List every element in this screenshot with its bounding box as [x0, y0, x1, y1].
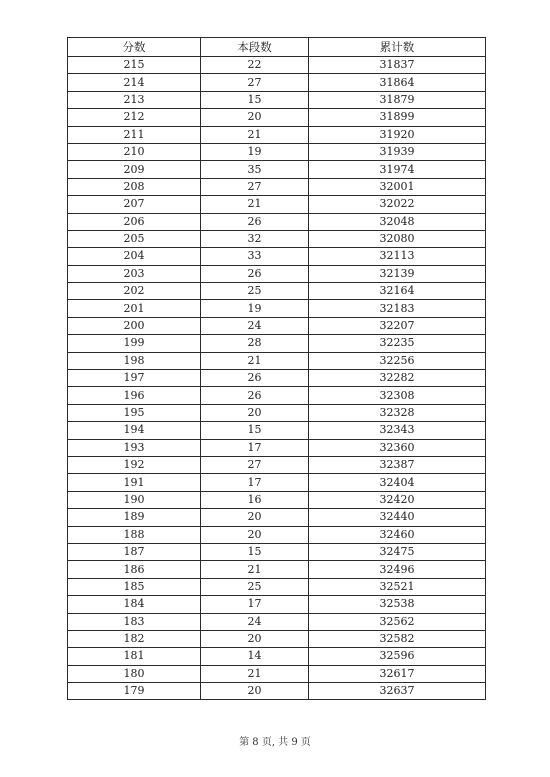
table-row — [68, 352, 486, 369]
segment-count-cell: 20 — [201, 683, 309, 700]
score-cell: 182 — [68, 630, 201, 647]
table-body — [68, 57, 486, 700]
segment-count-cell: 25 — [201, 578, 309, 595]
segment-count-cell: 21 — [201, 196, 309, 213]
segment-count-cell: 27 — [201, 456, 309, 473]
segment-count-cell: 27 — [201, 74, 309, 91]
table-row — [68, 578, 486, 595]
score-cell: 192 — [68, 456, 201, 473]
score-cell: 195 — [68, 404, 201, 421]
cumulative-count-cell: 32164 — [309, 283, 486, 300]
score-cell: 210 — [68, 143, 201, 160]
segment-count-cell: 19 — [201, 143, 309, 160]
table-row — [68, 630, 486, 647]
cumulative-count-cell: 32596 — [309, 648, 486, 665]
cumulative-count-cell: 32308 — [309, 387, 486, 404]
cumulative-count-cell: 32475 — [309, 543, 486, 560]
segment-count-cell: 16 — [201, 491, 309, 508]
segment-count-cell: 21 — [201, 561, 309, 578]
score-cell: 191 — [68, 474, 201, 491]
cumulative-count-cell: 32496 — [309, 561, 486, 578]
cumulative-count-cell: 32420 — [309, 491, 486, 508]
segment-count-cell: 21 — [201, 126, 309, 143]
segment-count-cell: 15 — [201, 543, 309, 560]
score-cell: 189 — [68, 509, 201, 526]
score-cell: 213 — [68, 91, 201, 108]
table-row — [68, 248, 486, 265]
score-cell: 207 — [68, 196, 201, 213]
segment-count-cell: 17 — [201, 596, 309, 613]
cumulative-count-cell: 32048 — [309, 213, 486, 230]
cumulative-count-cell: 32637 — [309, 683, 486, 700]
score-cell: 193 — [68, 439, 201, 456]
cumulative-count-cell: 32022 — [309, 196, 486, 213]
table-row — [68, 648, 486, 665]
cumulative-count-cell: 31939 — [309, 143, 486, 160]
segment-count-cell: 33 — [201, 248, 309, 265]
table-row — [68, 404, 486, 421]
cumulative-count-cell: 32582 — [309, 630, 486, 647]
table-row — [68, 300, 486, 317]
header-score: 分数 — [68, 38, 201, 57]
cumulative-count-cell: 32617 — [309, 665, 486, 682]
cumulative-count-cell: 31899 — [309, 109, 486, 126]
score-cell: 205 — [68, 230, 201, 247]
cumulative-count-cell: 32387 — [309, 456, 486, 473]
score-cell: 201 — [68, 300, 201, 317]
score-cell: 186 — [68, 561, 201, 578]
score-cell: 211 — [68, 126, 201, 143]
cumulative-count-cell: 31837 — [309, 57, 486, 74]
score-cell: 190 — [68, 491, 201, 508]
cumulative-count-cell: 32001 — [309, 178, 486, 195]
table-row — [68, 74, 486, 91]
segment-count-cell: 15 — [201, 422, 309, 439]
segment-count-cell: 24 — [201, 317, 309, 334]
score-cell: 202 — [68, 283, 201, 300]
cumulative-count-cell: 31879 — [309, 91, 486, 108]
score-cell: 200 — [68, 317, 201, 334]
table-row — [68, 143, 486, 160]
header-segment-count: 本段数 — [201, 38, 309, 57]
score-cell: 198 — [68, 352, 201, 369]
segment-count-cell: 20 — [201, 109, 309, 126]
header-row — [68, 38, 486, 57]
cumulative-count-cell: 32080 — [309, 230, 486, 247]
score-cell: 188 — [68, 526, 201, 543]
score-cell: 197 — [68, 370, 201, 387]
segment-count-cell: 21 — [201, 352, 309, 369]
segment-count-cell: 27 — [201, 178, 309, 195]
table-row — [68, 335, 486, 352]
score-cell: 181 — [68, 648, 201, 665]
cumulative-count-cell: 32282 — [309, 370, 486, 387]
score-cell: 199 — [68, 335, 201, 352]
segment-count-cell: 28 — [201, 335, 309, 352]
cumulative-count-cell: 32521 — [309, 578, 486, 595]
table-row — [68, 543, 486, 560]
table-row — [68, 474, 486, 491]
score-cell: 183 — [68, 613, 201, 630]
table-row — [68, 665, 486, 682]
segment-count-cell: 26 — [201, 387, 309, 404]
cumulative-count-cell: 32183 — [309, 300, 486, 317]
cumulative-count-cell: 32256 — [309, 352, 486, 369]
cumulative-count-cell: 31864 — [309, 74, 486, 91]
segment-count-cell: 24 — [201, 613, 309, 630]
segment-count-cell: 14 — [201, 648, 309, 665]
score-cell: 215 — [68, 57, 201, 74]
segment-count-cell: 20 — [201, 509, 309, 526]
cumulative-count-cell: 32207 — [309, 317, 486, 334]
score-cell: 179 — [68, 683, 201, 700]
score-cell: 204 — [68, 248, 201, 265]
score-cell: 187 — [68, 543, 201, 560]
segment-count-cell: 32 — [201, 230, 309, 247]
segment-count-cell: 26 — [201, 370, 309, 387]
segment-count-cell: 19 — [201, 300, 309, 317]
score-cell: 194 — [68, 422, 201, 439]
table-row — [68, 422, 486, 439]
cumulative-count-cell: 32404 — [309, 474, 486, 491]
table-row — [68, 613, 486, 630]
score-cell: 185 — [68, 578, 201, 595]
cumulative-count-cell: 32360 — [309, 439, 486, 456]
table-row — [68, 456, 486, 473]
table-row — [68, 439, 486, 456]
cumulative-count-cell: 32235 — [309, 335, 486, 352]
segment-count-cell: 20 — [201, 526, 309, 543]
score-cell: 209 — [68, 161, 201, 178]
segment-count-cell: 17 — [201, 474, 309, 491]
table-row — [68, 178, 486, 195]
cumulative-count-cell: 32460 — [309, 526, 486, 543]
score-cell: 208 — [68, 178, 201, 195]
table-row — [68, 387, 486, 404]
cumulative-count-cell: 32113 — [309, 248, 486, 265]
segment-count-cell: 25 — [201, 283, 309, 300]
score-cell: 196 — [68, 387, 201, 404]
cumulative-count-cell: 31974 — [309, 161, 486, 178]
cumulative-count-cell: 32343 — [309, 422, 486, 439]
table-row — [68, 561, 486, 578]
table-header — [68, 38, 486, 57]
table-row — [68, 126, 486, 143]
table-row — [68, 596, 486, 613]
table-row — [68, 683, 486, 700]
table-row — [68, 57, 486, 74]
table-row — [68, 317, 486, 334]
segment-count-cell: 26 — [201, 265, 309, 282]
table-row — [68, 491, 486, 508]
segment-count-cell: 22 — [201, 57, 309, 74]
header-cumulative-count: 累计数 — [309, 38, 486, 57]
table-row — [68, 196, 486, 213]
table-row — [68, 509, 486, 526]
segment-count-cell: 17 — [201, 439, 309, 456]
segment-count-cell: 35 — [201, 161, 309, 178]
segment-count-cell: 15 — [201, 91, 309, 108]
cumulative-count-cell: 32139 — [309, 265, 486, 282]
segment-count-cell: 20 — [201, 404, 309, 421]
score-cell: 184 — [68, 596, 201, 613]
table-row — [68, 109, 486, 126]
table-row — [68, 91, 486, 108]
score-cell: 214 — [68, 74, 201, 91]
segment-count-cell: 26 — [201, 213, 309, 230]
segment-count-cell: 21 — [201, 665, 309, 682]
cumulative-count-cell: 32440 — [309, 509, 486, 526]
segment-count-cell: 20 — [201, 630, 309, 647]
table-row — [68, 370, 486, 387]
score-cell: 212 — [68, 109, 201, 126]
score-cell: 206 — [68, 213, 201, 230]
cumulative-count-cell: 32328 — [309, 404, 486, 421]
table-row — [68, 230, 486, 247]
score-cell: 180 — [68, 665, 201, 682]
cumulative-count-cell: 32538 — [309, 596, 486, 613]
table-row — [68, 265, 486, 282]
score-distribution-table — [67, 37, 486, 700]
table-row — [68, 526, 486, 543]
page-footer: 第 8 页, 共 9 页 — [239, 737, 311, 748]
table-row — [68, 213, 486, 230]
table-row — [68, 161, 486, 178]
cumulative-count-cell: 32562 — [309, 613, 486, 630]
score-cell: 203 — [68, 265, 201, 282]
cumulative-count-cell: 31920 — [309, 126, 486, 143]
table-row — [68, 283, 486, 300]
